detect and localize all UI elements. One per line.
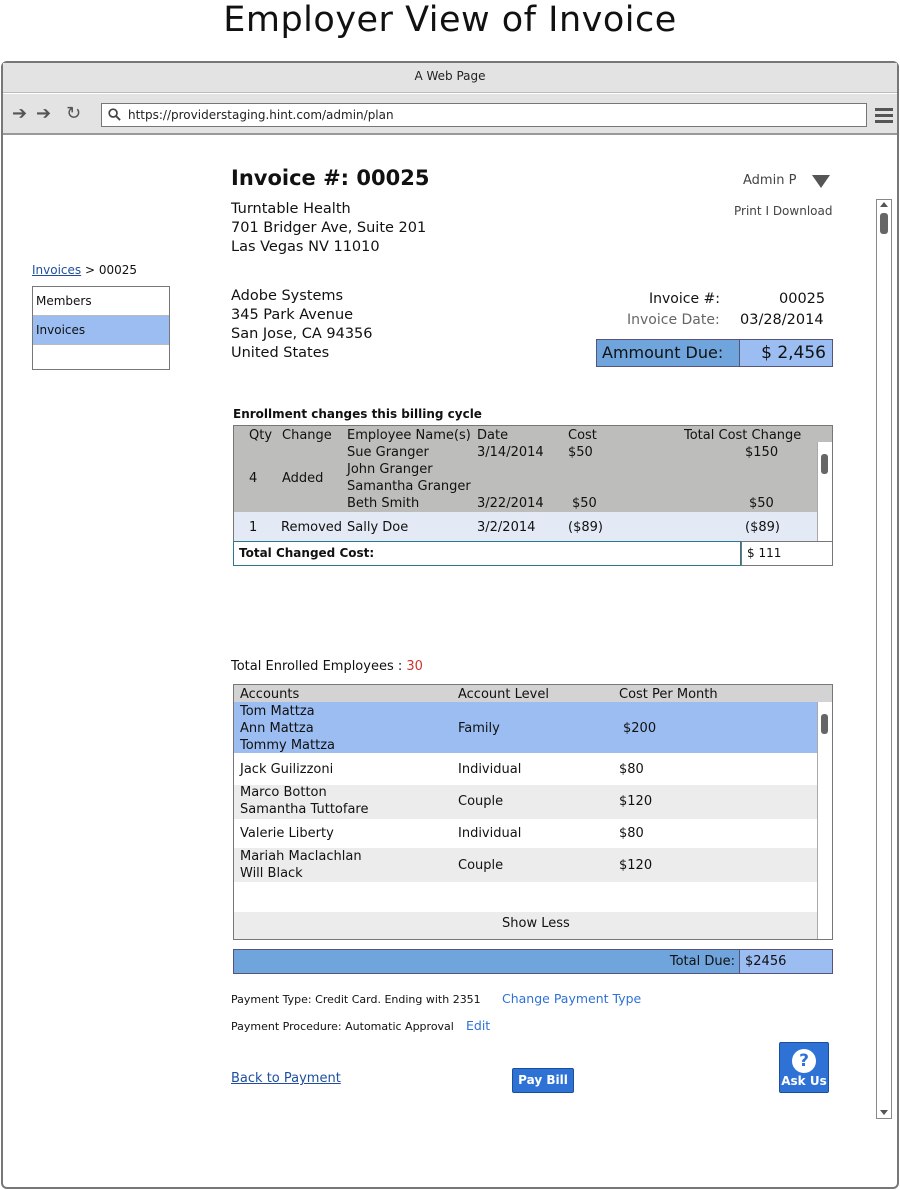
ask-us-button[interactable] <box>779 1042 829 1093</box>
employees-scrollbar-thumb[interactable] <box>821 714 828 734</box>
search-icon <box>108 108 121 121</box>
payment-procedure-label: Payment Procedure: <box>231 1020 342 1033</box>
page-scrollbar-thumb[interactable] <box>880 213 888 234</box>
added-name-1: Sue Granger <box>347 445 429 460</box>
chevron-down-icon[interactable] <box>812 175 830 188</box>
added-qty: 4 <box>249 471 258 486</box>
enrolled-employees-label: Total Enrolled Employees : <box>231 659 403 674</box>
row3-level: Couple <box>458 794 504 809</box>
added-change: Added <box>282 471 324 486</box>
added-name-4: Beth Smith <box>347 496 420 511</box>
provider-name: Turntable Health <box>231 201 351 217</box>
row2-level: Individual <box>458 762 522 777</box>
total-due-label: Total Due: <box>233 949 740 974</box>
total-changed-cost-label: Total Changed Cost: <box>233 541 741 566</box>
row5-cost: $120 <box>619 858 653 873</box>
row1-cost: $200 <box>623 721 657 736</box>
added-cost-2: $50 <box>572 496 597 511</box>
provider-address <box>231 200 426 257</box>
employer-address-line2: San Jose, CA 94356 <box>231 326 373 342</box>
enrollment-header-date: Date <box>477 428 509 443</box>
enrollment-header-names: Employee Name(s) <box>347 428 471 443</box>
scroll-down-arrow-icon[interactable] <box>880 1110 888 1115</box>
enrolled-employees-count: 30 <box>406 659 423 674</box>
row4-cost: $80 <box>619 826 644 841</box>
edit-procedure-link[interactable]: Edit <box>466 1018 491 1033</box>
payment-type-value: Credit Card. Ending with 2351 <box>315 993 481 1006</box>
payment-procedure-value: Automatic Approval <box>345 1020 454 1033</box>
page-scrollbar[interactable] <box>876 199 892 1119</box>
download-link[interactable]: Download <box>772 204 833 218</box>
breadcrumb-separator: > <box>84 263 96 277</box>
added-total-1: $150 <box>745 445 779 460</box>
sidebar-item-invoices[interactable]: Invoices <box>33 316 169 345</box>
enrollment-title: Enrollment changes this billing cycle <box>233 407 482 421</box>
back-arrow-icon[interactable]: ➔ <box>12 103 28 124</box>
invoice-title: Invoice #: 00025 <box>231 166 430 190</box>
row3-cost: $120 <box>619 794 653 809</box>
removed-change: Removed <box>281 520 343 535</box>
url-text: https://providerstaging.hint.com/admin/plan <box>128 108 394 122</box>
breadcrumb <box>32 262 137 278</box>
enrollment-header-total: Total Cost Change <box>684 428 802 443</box>
link-separator: I <box>765 204 769 218</box>
print-link[interactable]: Print <box>734 204 762 218</box>
refresh-icon[interactable]: ↻ <box>66 103 82 124</box>
row1-name-3: Tommy Mattza <box>240 738 336 753</box>
removed-date: 3/2/2014 <box>477 520 536 535</box>
row5-level: Couple <box>458 858 504 873</box>
summary-date-value: 03/28/2014 <box>740 312 824 328</box>
removed-cost: ($89) <box>568 520 603 535</box>
employees-table <box>233 684 833 940</box>
provider-address-line2: Las Vegas NV 11010 <box>231 239 380 255</box>
added-date-2: 3/22/2014 <box>477 496 544 511</box>
added-name-2: John Granger <box>347 462 433 477</box>
payment-type-label: Payment Type: <box>231 993 312 1006</box>
breadcrumb-current: 00025 <box>98 263 138 277</box>
breadcrumb-invoices-link[interactable]: Invoices <box>32 263 82 277</box>
employees-header-cost: Cost Per Month <box>619 687 718 702</box>
total-changed-cost-value: $ 111 <box>741 541 833 566</box>
forward-arrow-icon[interactable]: ➔ <box>36 103 52 124</box>
user-menu-label[interactable]: Admin P <box>743 173 797 188</box>
provider-address-line1: 701 Bridger Ave, Suite 201 <box>231 220 427 236</box>
amount-due-label: Ammount Due: <box>596 339 740 367</box>
change-payment-type-link[interactable]: Change Payment Type <box>502 991 642 1006</box>
employees-scrollbar[interactable] <box>817 702 832 939</box>
employees-header-level: Account Level <box>458 687 549 702</box>
ask-us-label: Ask Us <box>781 1074 827 1088</box>
row1-name-2: Ann Mattza <box>240 721 314 736</box>
employer-address <box>231 287 373 363</box>
employer-name: Adobe Systems <box>231 288 344 304</box>
sidebar-item-empty[interactable] <box>33 345 169 369</box>
row2-cost: $80 <box>619 762 644 777</box>
enrollment-header-cost: Cost <box>568 428 597 443</box>
summary-date-label: Invoice Date: <box>627 312 720 328</box>
row3-name-1: Marco Botton <box>240 785 327 800</box>
pay-bill-button[interactable]: Pay Bill <box>512 1068 574 1093</box>
help-icon: ? <box>792 1049 816 1073</box>
print-download-links <box>734 203 832 219</box>
row4-level: Individual <box>458 826 522 841</box>
row4-name-1: Valerie Liberty <box>240 826 334 841</box>
added-total-2: $50 <box>749 496 774 511</box>
employer-country: United States <box>231 345 330 361</box>
row2-name-1: Jack Guilizzoni <box>240 762 334 777</box>
window-title: A Web Page <box>3 63 897 93</box>
enrollment-scrollbar-thumb[interactable] <box>821 454 828 474</box>
enrollment-scrollbar[interactable] <box>817 442 832 541</box>
row1-level: Family <box>458 721 500 736</box>
employer-address-line1: 345 Park Avenue <box>231 307 354 323</box>
employees-header-accounts: Accounts <box>240 687 300 702</box>
removed-name: Sally Doe <box>347 520 409 535</box>
row1-name-1: Tom Mattza <box>240 704 315 719</box>
menu-icon[interactable] <box>875 108 893 126</box>
added-date-1: 3/14/2014 <box>477 445 544 460</box>
enrollment-header-change: Change <box>282 428 332 443</box>
enrolled-employees <box>231 659 423 675</box>
removed-qty: 1 <box>249 520 258 535</box>
removed-total: ($89) <box>745 520 780 535</box>
show-less-button[interactable]: Show Less <box>502 916 570 931</box>
enrollment-header-qty: Qty <box>249 428 273 443</box>
url-bar[interactable] <box>101 103 867 127</box>
page-heading: Employer View of Invoice <box>223 0 677 40</box>
row5-name-1: Mariah Maclachlan <box>240 849 362 864</box>
row5-name-2: Will Black <box>240 866 303 881</box>
back-to-payment-link[interactable]: Back to Payment <box>231 1071 341 1086</box>
amount-due-value: $ 2,456 <box>739 339 833 367</box>
row3-name-2: Samantha Tuttofare <box>240 802 369 817</box>
payment-type <box>231 992 481 1008</box>
enrollment-table <box>233 425 833 542</box>
sidebar-menu <box>32 286 170 370</box>
total-due-value: $2456 <box>739 949 833 974</box>
summary-number-value: 00025 <box>779 291 826 307</box>
added-name-3: Samantha Granger <box>347 479 471 494</box>
added-cost-1: $50 <box>568 445 593 460</box>
summary-number-label: Invoice #: <box>649 291 720 307</box>
sidebar-item-members[interactable]: Members <box>33 287 169 316</box>
payment-procedure <box>231 1019 454 1035</box>
scroll-up-arrow-icon[interactable] <box>880 202 888 207</box>
